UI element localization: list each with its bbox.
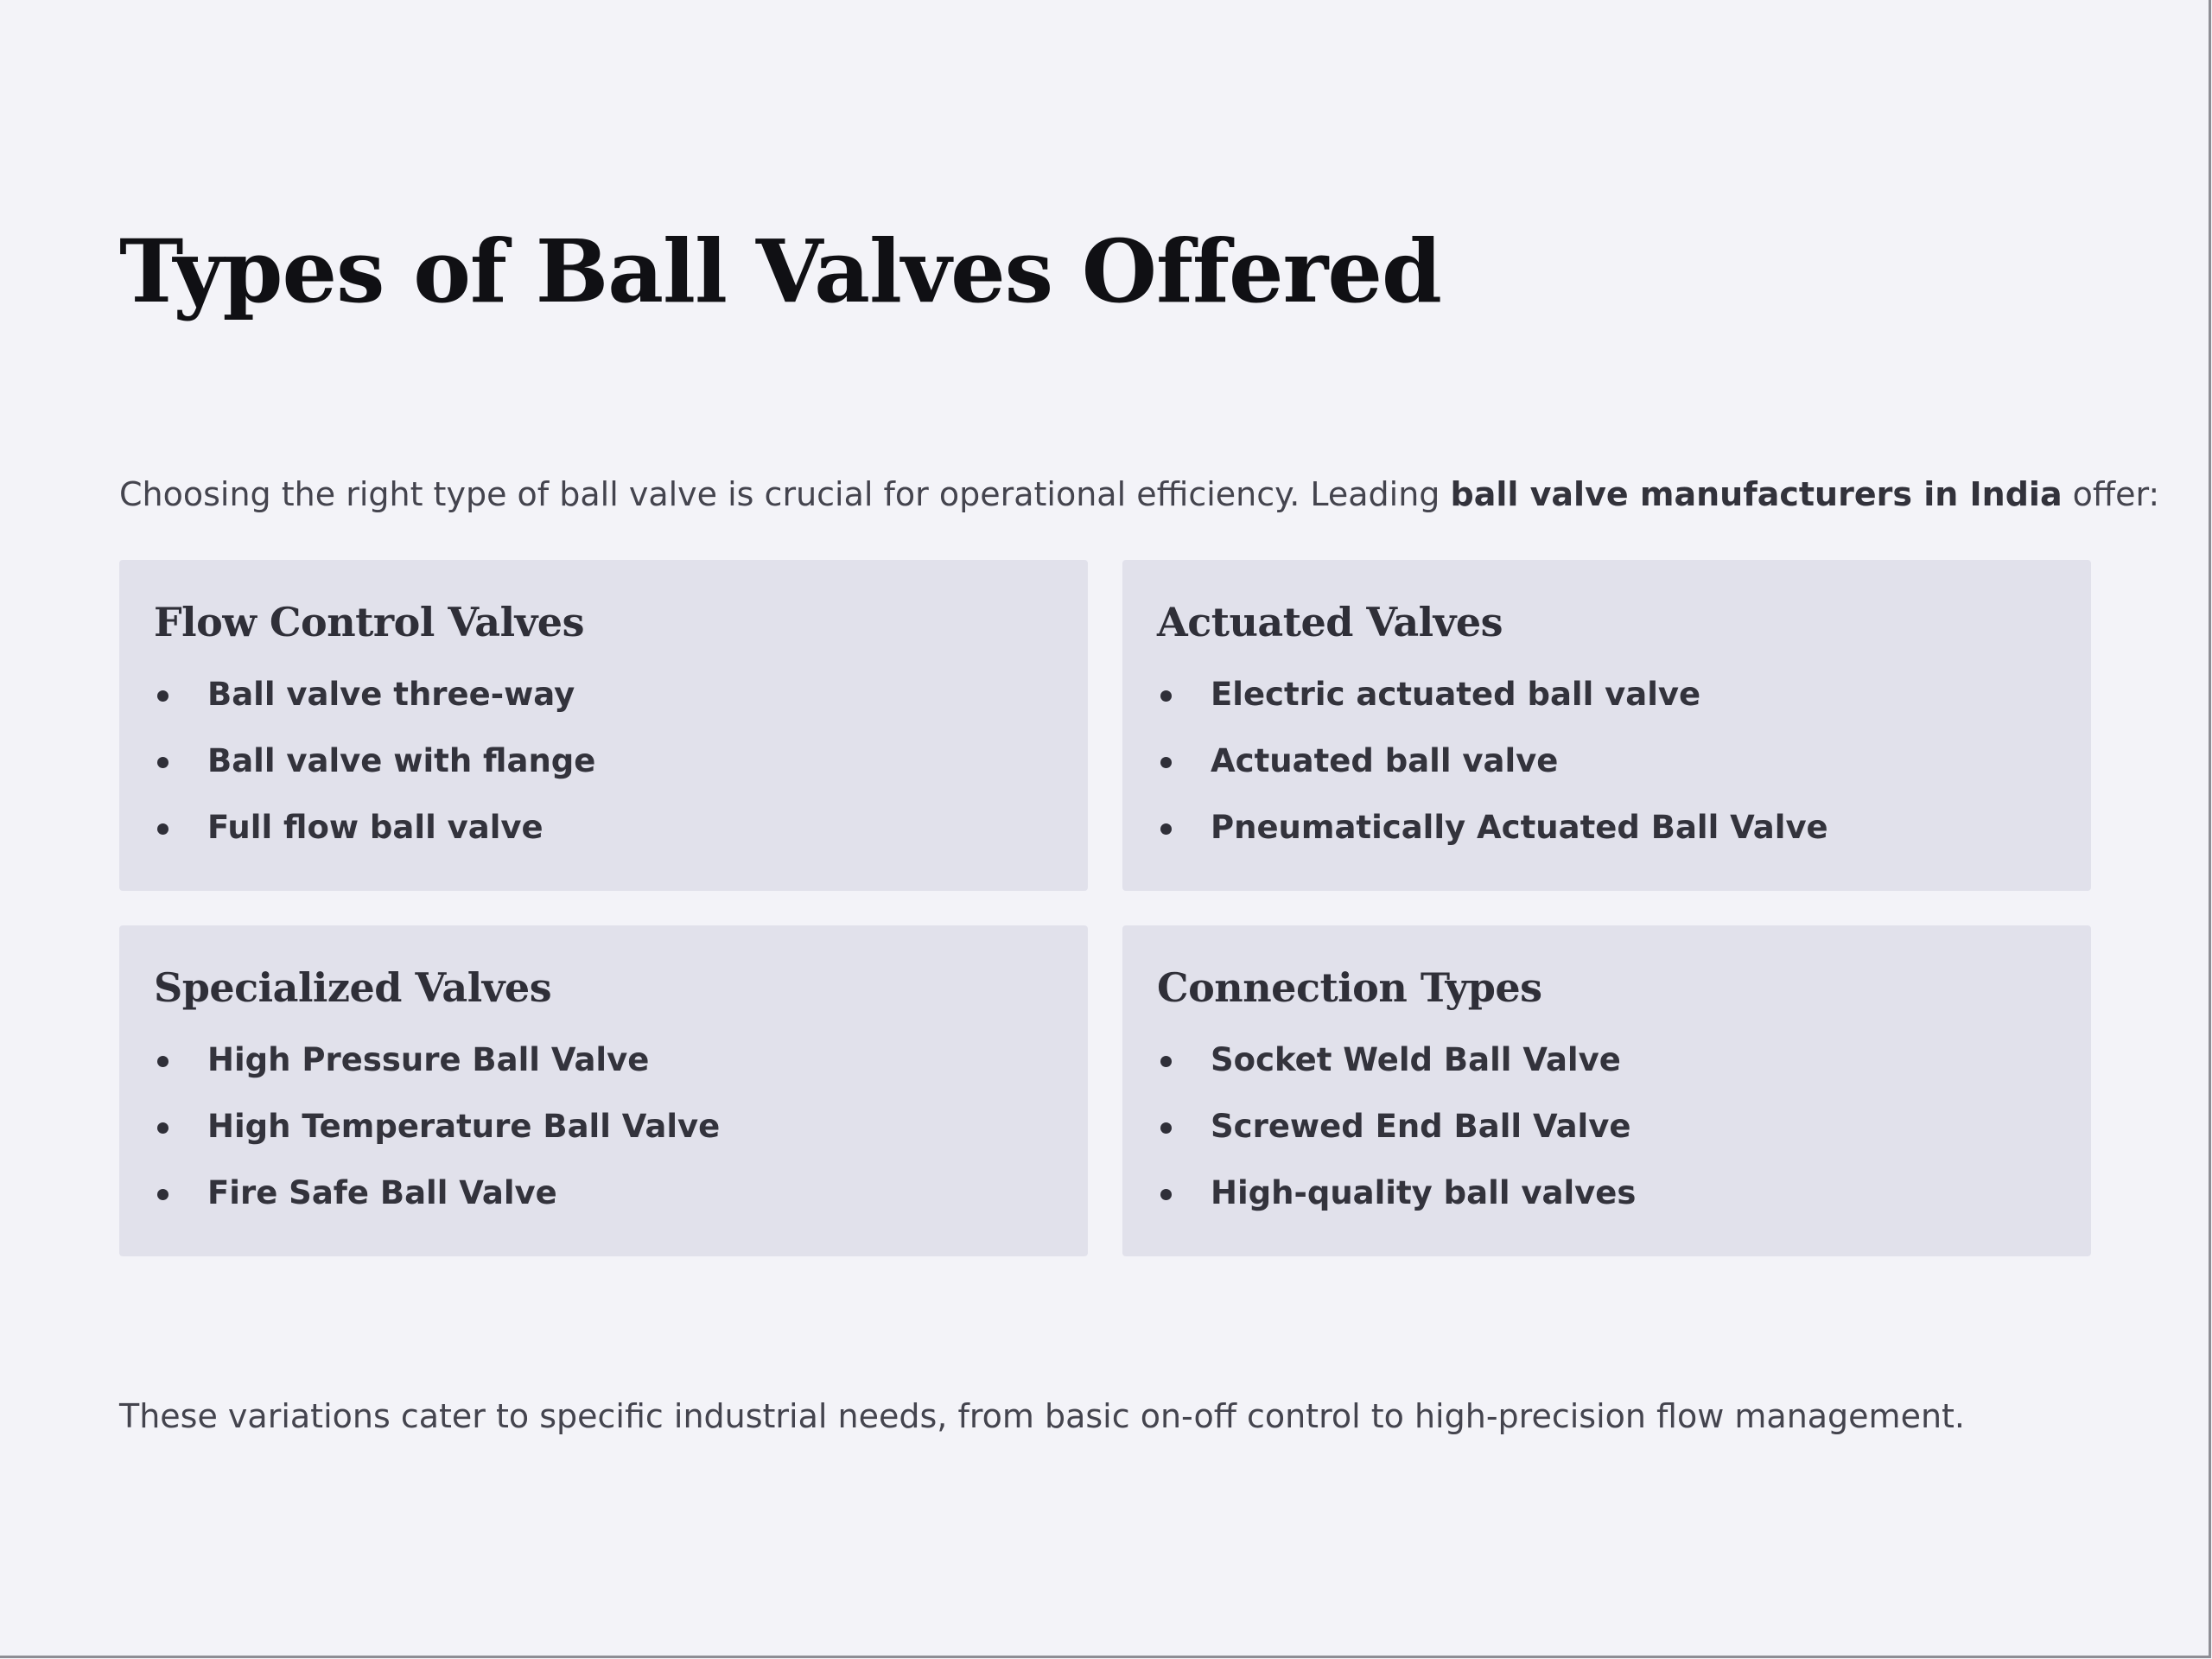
card-list <box>154 669 595 868</box>
card-list <box>154 1034 720 1234</box>
bullet-icon <box>1160 1122 1172 1134</box>
list-item <box>1157 1034 1636 1101</box>
card-list <box>1157 1034 1636 1234</box>
card-connection-types <box>1122 925 2091 1256</box>
card-flow-control-valves <box>119 560 1088 891</box>
list-item <box>1157 735 1828 802</box>
list-item <box>154 1034 720 1101</box>
card-list <box>1157 669 1828 868</box>
bullet-icon <box>157 1189 168 1200</box>
closing-text: These variations cater to specific industrial needs, from basic on-off control to high-precision flow management. <box>119 1397 1966 1435</box>
intro-text-bold: ball valve manufacturers in India <box>1450 475 2063 513</box>
bullet-icon <box>157 1122 168 1134</box>
list-item <box>154 1101 720 1167</box>
list-item-label: Ball valve three-way <box>207 676 575 713</box>
bullet-icon <box>157 1056 168 1067</box>
bullet-icon <box>1160 690 1172 702</box>
list-item <box>154 1167 720 1234</box>
bullet-icon <box>1160 757 1172 768</box>
list-item-label: Actuated ball valve <box>1211 742 1559 779</box>
intro-text-start: Choosing the right type of ball valve is crucial for operational efficiency. Leading <box>119 475 1451 513</box>
intro-text <box>119 470 2159 518</box>
list-item-label: Socket Weld Ball Valve <box>1211 1041 1621 1078</box>
list-item <box>1157 669 1828 735</box>
card-heading: Actuated Valves <box>1157 599 1503 645</box>
card-heading: Specialized Valves <box>154 964 552 1011</box>
bullet-icon <box>1160 1056 1172 1067</box>
list-item <box>1157 1167 1636 1234</box>
list-item-label: High Temperature Ball Valve <box>207 1108 721 1145</box>
card-heading: Flow Control Valves <box>154 599 584 645</box>
list-item-label: Full flow ball valve <box>207 809 543 846</box>
bullet-icon <box>1160 823 1172 835</box>
list-item <box>154 735 595 802</box>
card-heading: Connection Types <box>1157 964 1542 1011</box>
list-item-label: Pneumatically Actuated Ball Valve <box>1211 809 1828 846</box>
list-item <box>154 802 595 868</box>
list-item <box>1157 1101 1636 1167</box>
bullet-icon <box>157 690 168 702</box>
list-item <box>154 669 595 735</box>
list-item-label: High Pressure Ball Valve <box>207 1041 650 1078</box>
list-item <box>1157 802 1828 868</box>
list-item-label: Ball valve with flange <box>207 742 596 779</box>
bullet-icon <box>157 757 168 768</box>
list-item-label: Fire Safe Ball Valve <box>207 1174 557 1211</box>
list-item-label: Screwed End Ball Valve <box>1211 1108 1631 1145</box>
bullet-icon <box>157 823 168 835</box>
card-specialized-valves <box>119 925 1088 1256</box>
list-item-label: Electric actuated ball valve <box>1211 676 1701 713</box>
card-actuated-valves <box>1122 560 2091 891</box>
page-title: Types of Ball Valves Offered <box>119 220 1441 322</box>
bullet-icon <box>1160 1189 1172 1200</box>
list-item-label: High-quality ball valves <box>1211 1174 1637 1211</box>
intro-text-end: offer: <box>2062 475 2160 513</box>
